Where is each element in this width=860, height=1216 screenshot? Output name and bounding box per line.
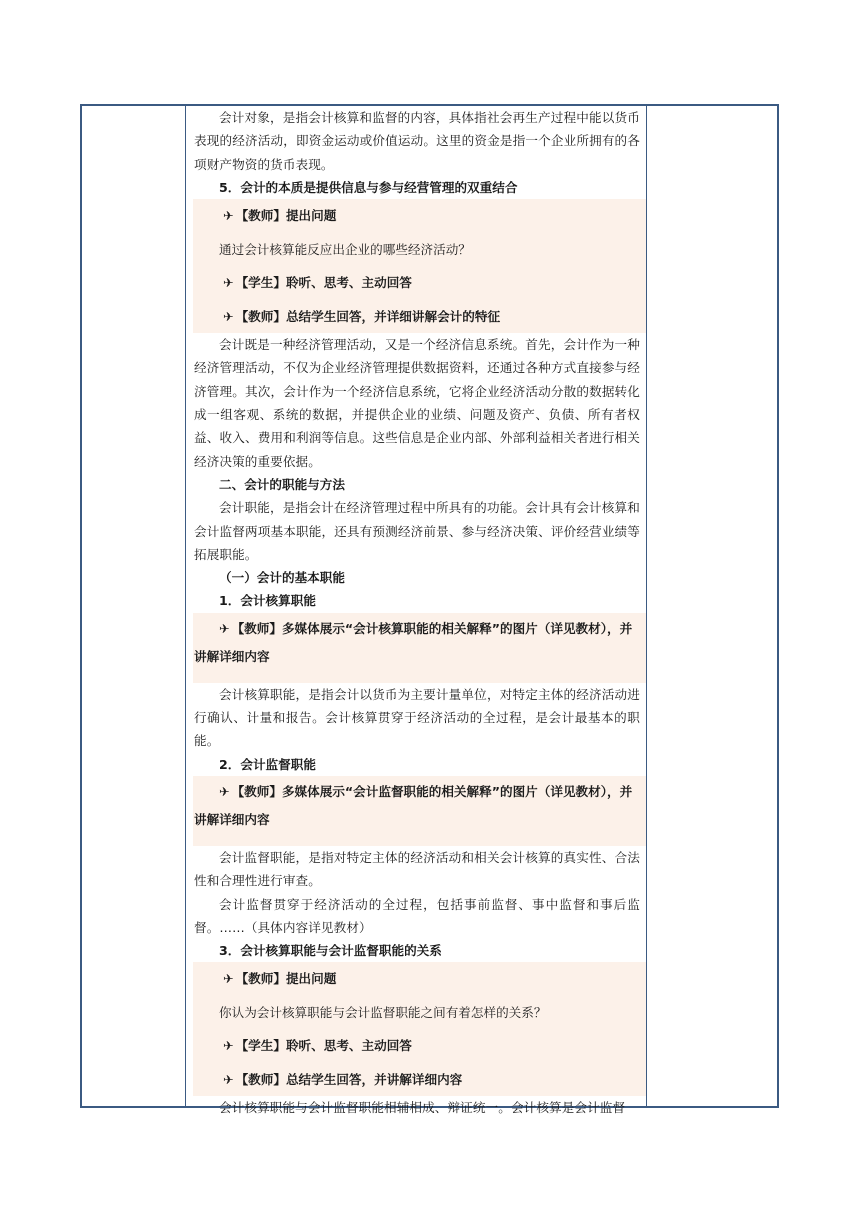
teacher-summary-line: ✈ 【教师】总结学生回答，并讲解详细内容 (223, 1071, 463, 1087)
teacher-media-line: ✈ 【教师】多媒体展示“会计监督职能的相关解释”的图片（详见教材），并讲解详细内容 (194, 783, 633, 827)
activity-box-3 (193, 776, 646, 846)
right-column (647, 106, 777, 1106)
airplane-icon: ✈ (219, 620, 230, 636)
activity-box-1 (193, 199, 646, 333)
airplane-icon: ✈ (223, 275, 234, 291)
paragraph-supervision-function: 会计监督职能，是指对特定主体的经济活动和相关会计核算的真实性、合法性和合理性进行审查。 (194, 849, 640, 889)
airplane-icon: ✈ (219, 783, 230, 799)
heading-supervision-function: 2．会计监督职能 (219, 756, 316, 772)
teacher-question-line: ✈ 【教师】提出问题 (223, 208, 337, 224)
paragraph-accounting-object: 会计对象，是指会计核算和监督的内容，具体指社会再生产过程中能以货币表现的经济活动，即资金运动或价值运动。这里的资金是指一个企业所拥有的各项财产物资的货币表现。 (194, 110, 640, 172)
airplane-icon: ✈ (223, 208, 234, 224)
main-column (186, 106, 647, 1116)
paragraph-accounting-function: 会计核算职能，是指会计以货币为主要计量单位，对特定主体的经济活动进行确认、计量和报告。会计核算贯穿于经济活动的全过程，是会计最基本的职能。 (194, 686, 640, 749)
heading-functions-methods: 二、会计的职能与方法 (219, 476, 345, 492)
airplane-icon: ✈ (223, 1038, 234, 1054)
airplane-icon: ✈ (223, 308, 234, 324)
left-column (82, 106, 186, 1106)
paragraph-function-relation: 会计核算职能与会计监督职能相辅相成、辩证统一。会计核算是会计监督 (219, 1100, 626, 1116)
lesson-table (80, 104, 779, 1116)
teacher-media-line: ✈ 【教师】多媒体展示“会计核算职能的相关解释”的图片（详见教材），并讲解详细内容 (194, 620, 633, 664)
teacher-summary-line: ✈ 【教师】总结学生回答，并详细讲解会计的特征 (223, 308, 501, 324)
paragraph-accounting-functions: 会计职能，是指会计在经济管理过程中所具有的功能。会计具有会计核算和会计监督两项基本职能，还具有预测经济前景、参与经济决策、评价经营业绩等拓展职能。 (194, 500, 640, 562)
student-answer-line: ✈ 【学生】聆听、思考、主动回答 (223, 1038, 412, 1054)
activity-box-2 (193, 613, 646, 683)
airplane-icon: ✈ (223, 971, 234, 987)
paragraph-supervision-process: 会计监督贯穿于经济活动的全过程，包括事前监督、事中监督和事后监督。……（具体内容详见教材） (194, 896, 640, 935)
activity-box-4 (193, 962, 646, 1096)
paragraph-accounting-nature: 会计既是一种经济管理活动，又是一个经济信息系统。首先，会计作为一种经济管理活动，不仅为企业经济管理提供数据资料，还通过各种方式直接参与经济管理。其次，会计作为一个经济信息系统，它将企业经济活动分散的数据转化成一组客观、系统的数据，并提供企业的业绩、问题及资产、负债、所有者权益、收入、费用和利润等信息。这些信息是企业内部、外部利益相关者进行相关经济决策的重要依据。 (194, 337, 640, 469)
heading-basic-functions: （一）会计的基本职能 (219, 570, 345, 586)
student-answer-line: ✈ 【学生】聆听、思考、主动回答 (223, 275, 412, 291)
question-text: 你认为会计核算职能与会计监督职能之间有着怎样的关系？ (219, 1004, 547, 1020)
airplane-icon: ✈ (223, 1071, 234, 1087)
heading-accounting-essence: 5．会计的本质是提供信息与参与经营管理的双重结合 (219, 179, 518, 195)
teacher-question-line: ✈ 【教师】提出问题 (223, 971, 337, 987)
heading-function-relation: 3．会计核算职能与会计监督职能的关系 (219, 943, 442, 959)
question-text: 通过会计核算能反应出企业的哪些经济活动？ (219, 241, 471, 257)
heading-accounting-function: 1．会计核算职能 (219, 593, 316, 609)
